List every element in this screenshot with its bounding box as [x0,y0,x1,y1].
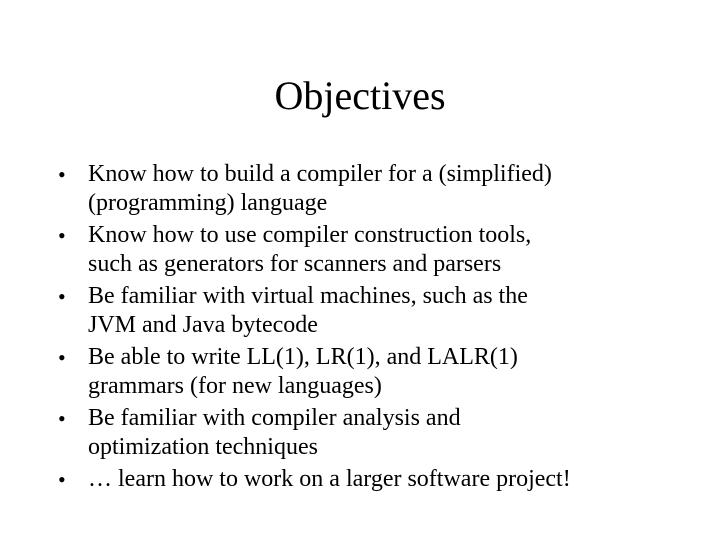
bullet-item [56,160,696,218]
bullet-item [56,221,696,279]
bullet-item [56,465,696,494]
bullet-text-line: optimization techniques [88,434,318,460]
bullet-icon: • [58,223,66,248]
bullet-text-line: (programming) language [88,190,328,216]
bullet-text-line: Be able to write LL(1), LR(1), and LALR(1) [88,344,518,370]
bullet-item [56,404,696,462]
bullet-list [56,160,696,497]
bullet-text-line: … learn how to work on a larger software project! [88,466,571,492]
bullet-icon: • [58,284,66,309]
bullet-text-line: Be familiar with compiler analysis and [88,405,461,431]
bullet-icon: • [58,406,66,431]
bullet-text-line: JVM and Java bytecode [88,312,318,338]
bullet-icon: • [58,345,66,370]
bullet-text-line: Know how to use compiler construction tools, [88,222,532,248]
bullet-text-line: such as generators for scanners and parsers [88,251,502,277]
bullet-text-line: grammars (for new languages) [88,373,382,399]
bullet-icon: • [58,467,66,492]
bullet-icon: • [58,162,66,187]
slide-title: Objectives [274,73,446,118]
bullet-item [56,343,696,401]
bullet-text-line: Know how to build a compiler for a (simplified) [88,161,552,187]
bullet-text-line: Be familiar with virtual machines, such as the [88,283,528,309]
bullet-item [56,282,696,340]
